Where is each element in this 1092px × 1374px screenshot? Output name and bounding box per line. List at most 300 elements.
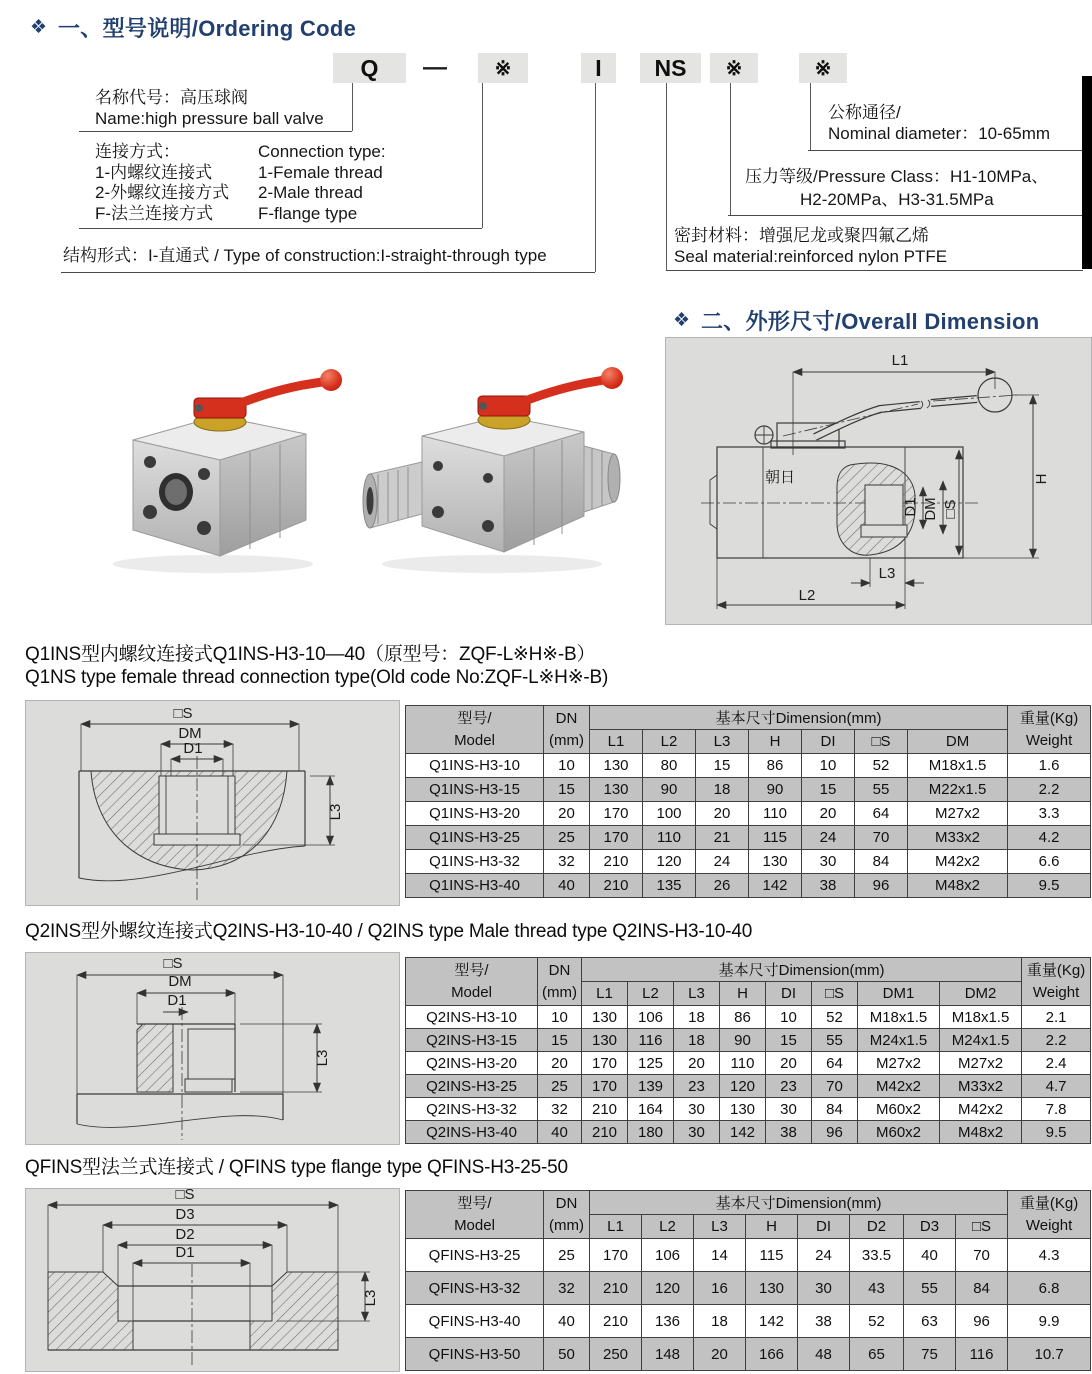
connection-type-cn bbox=[95, 142, 229, 224]
spec-cell: 210 bbox=[590, 850, 643, 874]
dim-label-l3: L3 bbox=[327, 803, 344, 821]
underline-construction bbox=[61, 272, 595, 273]
dim-column-header: L1 bbox=[582, 982, 628, 1006]
dim-column-header: L3 bbox=[694, 1215, 746, 1239]
spec-cell: 18 bbox=[694, 1305, 746, 1338]
spec-cell: Q1INS-H3-32 bbox=[406, 850, 544, 874]
spec-cell: 10 bbox=[802, 754, 855, 778]
spec-cell: 18 bbox=[674, 1006, 720, 1029]
spec-cell: Q1INS-H3-20 bbox=[406, 802, 544, 826]
construction-type-label: 结构形式：I-直通式 / Type of construction:I-straight-through type bbox=[63, 246, 547, 265]
spec-cell: M22x1.5 bbox=[908, 778, 1008, 802]
dim-column-header: H bbox=[746, 1215, 798, 1239]
spec-cell: 70 bbox=[855, 826, 908, 850]
underline-nominal bbox=[808, 150, 1083, 151]
code-box-i: I bbox=[581, 53, 616, 83]
spec-cell: 130 bbox=[582, 1029, 628, 1052]
spec-cell: 24 bbox=[802, 826, 855, 850]
dim-label-d2: D2 bbox=[175, 1226, 195, 1243]
dim-label-l3: L3 bbox=[878, 565, 896, 582]
spec-cell: M24x1.5 bbox=[858, 1029, 940, 1052]
spec-cell: 38 bbox=[802, 874, 855, 898]
table-row bbox=[406, 802, 1091, 826]
spec-cell: 110 bbox=[720, 1052, 766, 1075]
spec-cell: 30 bbox=[798, 1272, 850, 1305]
spec-cell: 142 bbox=[746, 1305, 798, 1338]
dim-column-header: H bbox=[749, 730, 802, 754]
q1ins-heading-cn: Q1INS型内螺纹连接式Q1INS-H3-10—40（原型号：ZQF-L※H※-B） bbox=[25, 644, 596, 665]
model-column-header: 型号/ Model bbox=[406, 1191, 544, 1239]
spec-cell: 210 bbox=[590, 874, 643, 898]
table-row bbox=[406, 1029, 1091, 1052]
dim-column-header: L2 bbox=[628, 982, 674, 1006]
page-edge-bar bbox=[1082, 76, 1092, 269]
spec-cell: 10 bbox=[766, 1006, 812, 1029]
dim-column-header: □S bbox=[812, 982, 858, 1006]
dim-column-header: DI bbox=[766, 982, 812, 1006]
spec-cell: 30 bbox=[766, 1098, 812, 1121]
spec-cell: 7.8 bbox=[1022, 1098, 1091, 1121]
dim-column-header: DM2 bbox=[940, 982, 1022, 1006]
spec-cell: 52 bbox=[850, 1305, 904, 1338]
spec-cell: 33.5 bbox=[850, 1239, 904, 1272]
underline-seal bbox=[666, 270, 1083, 271]
connection-cn-line: 连接方式： bbox=[95, 142, 180, 161]
spec-cell: 65 bbox=[850, 1338, 904, 1371]
spec-cell: 2.1 bbox=[1022, 1006, 1091, 1029]
spec-cell: 9.9 bbox=[1008, 1305, 1091, 1338]
spec-cell: 20 bbox=[674, 1052, 720, 1075]
spec-cell: 30 bbox=[802, 850, 855, 874]
spec-cell: 15 bbox=[766, 1029, 812, 1052]
dim-label-s: □S bbox=[175, 1188, 195, 1203]
product-photo-male-thread-valve bbox=[352, 366, 624, 580]
dn-column-header: DN (mm) bbox=[544, 706, 590, 754]
spec-cell: 96 bbox=[812, 1121, 858, 1144]
spec-cell: 75 bbox=[904, 1338, 956, 1371]
spec-cell: 55 bbox=[904, 1272, 956, 1305]
dim-column-header: DM1 bbox=[858, 982, 940, 1006]
dim-column-header: DI bbox=[798, 1215, 850, 1239]
spec-cell: M42x2 bbox=[908, 850, 1008, 874]
spec-cell: 120 bbox=[720, 1075, 766, 1098]
weight-column-header: 重量(Kg) Weight bbox=[1008, 1191, 1091, 1239]
spec-cell: M27x2 bbox=[908, 802, 1008, 826]
spec-cell: 4.3 bbox=[1008, 1239, 1091, 1272]
weight-column-header: 重量(Kg) Weight bbox=[1022, 958, 1091, 1006]
spec-cell: 25 bbox=[544, 826, 590, 850]
spec-cell: 106 bbox=[642, 1239, 694, 1272]
spec-cell: 115 bbox=[746, 1239, 798, 1272]
spec-cell: 90 bbox=[720, 1029, 766, 1052]
nominal-cn: 公称通径/ bbox=[828, 103, 901, 122]
model-column-header: 型号/ Model bbox=[406, 958, 538, 1006]
q1ins-spec-table bbox=[405, 705, 1091, 898]
dimension-group-header: 基本尺寸Dimension(mm) bbox=[590, 1191, 1008, 1215]
nominal-diameter-label bbox=[828, 103, 1050, 144]
spec-cell: 15 bbox=[544, 778, 590, 802]
spec-cell: 170 bbox=[590, 802, 643, 826]
spec-cell: 1.6 bbox=[1008, 754, 1091, 778]
spec-cell: M60x2 bbox=[858, 1098, 940, 1121]
spec-cell: 16 bbox=[694, 1272, 746, 1305]
spec-cell: M18x1.5 bbox=[940, 1006, 1022, 1029]
spec-cell: Q1INS-H3-15 bbox=[406, 778, 544, 802]
table-row bbox=[406, 1052, 1091, 1075]
spec-cell: 86 bbox=[749, 754, 802, 778]
spec-cell: 30 bbox=[674, 1121, 720, 1144]
spec-cell: 90 bbox=[749, 778, 802, 802]
spec-cell: 24 bbox=[696, 850, 749, 874]
dim-label-l1: L1 bbox=[891, 352, 909, 369]
spec-cell: M48x2 bbox=[908, 874, 1008, 898]
spec-cell: 15 bbox=[696, 754, 749, 778]
pressure-class-line2: H2-20MPa、H3-31.5MPa bbox=[800, 190, 994, 209]
spec-cell: M18x1.5 bbox=[908, 754, 1008, 778]
spec-cell: 110 bbox=[643, 826, 696, 850]
spec-cell: 38 bbox=[766, 1121, 812, 1144]
spec-cell: 14 bbox=[694, 1239, 746, 1272]
underline-name bbox=[79, 131, 352, 132]
pressure-class-line1: 压力等级/Pressure Class：H1-10MPa、 bbox=[745, 167, 1049, 186]
spec-cell: 15 bbox=[538, 1029, 582, 1052]
spec-cell: 26 bbox=[696, 874, 749, 898]
spec-cell: 32 bbox=[544, 1272, 590, 1305]
spec-cell: M60x2 bbox=[858, 1121, 940, 1144]
overall-dimension-title: 二、外形尺寸/Overall Dimension bbox=[701, 309, 1040, 334]
leader-line-i bbox=[595, 83, 596, 272]
code-box-star2: ※ bbox=[710, 53, 758, 83]
spec-cell: M18x1.5 bbox=[858, 1006, 940, 1029]
dimension-group-header: 基本尺寸Dimension(mm) bbox=[590, 706, 1008, 730]
spec-cell: 148 bbox=[642, 1338, 694, 1371]
spec-cell: 52 bbox=[812, 1006, 858, 1029]
dim-column-header: DM bbox=[908, 730, 1008, 754]
name-code-label bbox=[95, 88, 324, 129]
connection-cn-line: 2-外螺纹连接方式 bbox=[95, 183, 230, 202]
spec-cell: 20 bbox=[696, 802, 749, 826]
spec-cell: 6.8 bbox=[1008, 1272, 1091, 1305]
dim-column-header: L2 bbox=[642, 1215, 694, 1239]
table-row bbox=[406, 754, 1091, 778]
spec-cell: 96 bbox=[855, 874, 908, 898]
leader-line-star1 bbox=[482, 83, 483, 228]
dim-column-header: L3 bbox=[696, 730, 749, 754]
spec-cell: 20 bbox=[694, 1338, 746, 1371]
dim-label-l2: L2 bbox=[798, 587, 816, 604]
spec-cell: 130 bbox=[590, 754, 643, 778]
spec-cell: 130 bbox=[749, 850, 802, 874]
spec-cell: 115 bbox=[749, 826, 802, 850]
spec-cell: 9.5 bbox=[1022, 1121, 1091, 1144]
q1ins-heading-en: Q1NS type female thread connection type(Old code No:ZQF-L※H※-B) bbox=[25, 667, 609, 688]
spec-cell: M33x2 bbox=[940, 1075, 1022, 1098]
spec-cell: 130 bbox=[590, 778, 643, 802]
spec-cell: 210 bbox=[590, 1305, 642, 1338]
spec-cell: 40 bbox=[538, 1121, 582, 1144]
spec-cell: Q1INS-H3-25 bbox=[406, 826, 544, 850]
spec-cell: 250 bbox=[590, 1338, 642, 1371]
dim-label-dm: DM bbox=[178, 725, 202, 742]
table-row bbox=[406, 1121, 1091, 1144]
dim-label-d1: D1 bbox=[183, 740, 203, 757]
spec-cell: Q1INS-H3-40 bbox=[406, 874, 544, 898]
spec-cell: 120 bbox=[643, 850, 696, 874]
underline-pressure bbox=[728, 215, 1083, 216]
spec-cell: 170 bbox=[590, 1239, 642, 1272]
spec-cell: 130 bbox=[720, 1098, 766, 1121]
spec-cell: 20 bbox=[544, 802, 590, 826]
spec-cell: QFINS-H3-40 bbox=[406, 1305, 544, 1338]
spec-cell: 3.3 bbox=[1008, 802, 1091, 826]
dimension-group-header: 基本尺寸Dimension(mm) bbox=[582, 958, 1022, 982]
connection-en-line: 2-Male thread bbox=[258, 183, 363, 202]
code-box-star3: ※ bbox=[799, 53, 847, 83]
spec-cell: M27x2 bbox=[940, 1052, 1022, 1075]
spec-cell: 116 bbox=[628, 1029, 674, 1052]
dim-label-d1: D1 bbox=[175, 1244, 195, 1261]
qfins-heading: QFINS型法兰式连接式 / QFINS type flange type QFINS-H3-25-50 bbox=[25, 1157, 568, 1178]
spec-cell: 84 bbox=[855, 850, 908, 874]
spec-cell: 4.7 bbox=[1022, 1075, 1091, 1098]
spec-cell: 64 bbox=[855, 802, 908, 826]
connection-cn-line: F-法兰连接方式 bbox=[95, 203, 214, 223]
spec-cell: 20 bbox=[802, 802, 855, 826]
dim-column-header: □S bbox=[956, 1215, 1008, 1239]
table-row bbox=[406, 1098, 1091, 1121]
code-box-star1: ※ bbox=[478, 53, 528, 83]
spec-cell: Q2INS-H3-10 bbox=[406, 1006, 538, 1029]
dim-label-l3: L3 bbox=[362, 1289, 379, 1307]
spec-cell: 50 bbox=[544, 1338, 590, 1371]
spec-cell: 23 bbox=[674, 1075, 720, 1098]
spec-cell: 110 bbox=[749, 802, 802, 826]
spec-cell: M48x2 bbox=[940, 1121, 1022, 1144]
name-code-en: Name:high pressure ball valve bbox=[95, 108, 324, 128]
seal-material-label bbox=[674, 226, 947, 267]
table-row bbox=[406, 850, 1091, 874]
dim-label-dm: DM bbox=[168, 973, 192, 990]
table-row bbox=[406, 1239, 1091, 1272]
spec-cell: 6.6 bbox=[1008, 850, 1091, 874]
spec-cell: 9.5 bbox=[1008, 874, 1091, 898]
dim-label-d1: D1 bbox=[902, 497, 919, 517]
dn-column-header: DN (mm) bbox=[538, 958, 582, 1006]
spec-cell: 23 bbox=[766, 1075, 812, 1098]
spec-cell: 100 bbox=[643, 802, 696, 826]
spec-cell: 80 bbox=[643, 754, 696, 778]
spec-cell: 21 bbox=[696, 826, 749, 850]
spec-cell: 170 bbox=[582, 1075, 628, 1098]
spec-cell: 18 bbox=[674, 1029, 720, 1052]
dim-column-header: L1 bbox=[590, 730, 643, 754]
dim-column-header: L2 bbox=[643, 730, 696, 754]
spec-cell: 25 bbox=[538, 1075, 582, 1098]
q2ins-section-heading bbox=[25, 920, 752, 943]
spec-cell: 52 bbox=[855, 754, 908, 778]
spec-cell: 63 bbox=[904, 1305, 956, 1338]
spec-cell: 64 bbox=[812, 1052, 858, 1075]
spec-cell: 18 bbox=[696, 778, 749, 802]
spec-cell: 142 bbox=[749, 874, 802, 898]
spec-cell: 84 bbox=[956, 1272, 1008, 1305]
spec-cell: 70 bbox=[812, 1075, 858, 1098]
spec-cell: 32 bbox=[544, 850, 590, 874]
table-row bbox=[406, 826, 1091, 850]
q2ins-spec-table bbox=[405, 957, 1091, 1144]
table-row bbox=[406, 1305, 1091, 1338]
q1ins-section-heading bbox=[25, 643, 608, 689]
dim-label-h: H bbox=[1033, 473, 1050, 485]
spec-cell: 84 bbox=[812, 1098, 858, 1121]
spec-cell: 166 bbox=[746, 1338, 798, 1371]
code-box-ns: NS bbox=[640, 53, 701, 83]
spec-cell: M27x2 bbox=[858, 1052, 940, 1075]
code-dash: — bbox=[423, 54, 447, 81]
dim-column-header: D3 bbox=[904, 1215, 956, 1239]
spec-cell: Q1INS-H3-10 bbox=[406, 754, 544, 778]
connection-en-line: 1-Female thread bbox=[258, 162, 383, 182]
spec-cell: 4.2 bbox=[1008, 826, 1091, 850]
spec-cell: 136 bbox=[642, 1305, 694, 1338]
spec-cell: 48 bbox=[798, 1338, 850, 1371]
qfins-section-diagram bbox=[25, 1188, 400, 1372]
connection-type-en bbox=[258, 142, 386, 224]
dim-label-d1: D1 bbox=[167, 992, 187, 1009]
leader-line-star2 bbox=[730, 83, 731, 215]
product-photo-female-thread-valve bbox=[78, 368, 343, 580]
spec-cell: 10 bbox=[538, 1006, 582, 1029]
q1ins-section-diagram bbox=[25, 700, 400, 906]
spec-cell: 86 bbox=[720, 1006, 766, 1029]
spec-cell: 2.4 bbox=[1022, 1052, 1091, 1075]
dim-label-dm: DM bbox=[922, 497, 939, 521]
spec-cell: QFINS-H3-25 bbox=[406, 1239, 544, 1272]
leader-line-star3 bbox=[810, 83, 811, 150]
name-code-cn: 名称代号：高压球阀 bbox=[95, 88, 248, 107]
spec-cell: 15 bbox=[802, 778, 855, 802]
spec-cell: QFINS-H3-32 bbox=[406, 1272, 544, 1305]
table-row bbox=[406, 874, 1091, 898]
seal-en: Seal material:reinforced nylon PTFE bbox=[674, 246, 948, 266]
spec-cell: 55 bbox=[812, 1029, 858, 1052]
brand-label: 朝日 bbox=[765, 469, 796, 486]
spec-cell: M42x2 bbox=[940, 1098, 1022, 1121]
spec-cell: M24x1.5 bbox=[940, 1029, 1022, 1052]
spec-cell: 32 bbox=[538, 1098, 582, 1121]
dim-column-header: DI bbox=[802, 730, 855, 754]
spec-cell: 130 bbox=[582, 1006, 628, 1029]
table-row bbox=[406, 1338, 1091, 1371]
spec-cell: 20 bbox=[766, 1052, 812, 1075]
spec-cell: 30 bbox=[674, 1098, 720, 1121]
dim-column-header: D2 bbox=[850, 1215, 904, 1239]
section-marker-icon: ❖ bbox=[673, 310, 691, 331]
dim-column-header: L3 bbox=[674, 982, 720, 1006]
spec-cell: 170 bbox=[582, 1052, 628, 1075]
spec-cell: 10 bbox=[544, 754, 590, 778]
leader-line-q bbox=[352, 83, 353, 131]
dim-label-d3: D3 bbox=[175, 1206, 195, 1223]
spec-cell: 120 bbox=[642, 1272, 694, 1305]
dim-label-s: □S bbox=[942, 499, 959, 519]
spec-cell: 38 bbox=[798, 1305, 850, 1338]
spec-cell: M42x2 bbox=[858, 1075, 940, 1098]
spec-cell: 210 bbox=[582, 1098, 628, 1121]
spec-cell: Q2INS-H3-15 bbox=[406, 1029, 538, 1052]
code-box-q: Q bbox=[333, 53, 406, 83]
spec-cell: 106 bbox=[628, 1006, 674, 1029]
table-row bbox=[406, 1006, 1091, 1029]
spec-cell: QFINS-H3-50 bbox=[406, 1338, 544, 1371]
seal-cn: 密封材料：增强尼龙或聚四氟乙烯 bbox=[674, 226, 929, 245]
dim-label-l3: L3 bbox=[314, 1049, 331, 1067]
overall-dimension-drawing bbox=[665, 337, 1092, 625]
spec-cell: 164 bbox=[628, 1098, 674, 1121]
spec-cell: Q2INS-H3-32 bbox=[406, 1098, 538, 1121]
leader-line-ns bbox=[666, 83, 667, 270]
qfins-spec-table bbox=[405, 1190, 1091, 1371]
connection-cn-line: 1-内螺纹连接式 bbox=[95, 162, 213, 182]
spec-cell: 2.2 bbox=[1022, 1029, 1091, 1052]
spec-cell: 40 bbox=[544, 1305, 590, 1338]
weight-column-header: 重量(Kg) Weight bbox=[1008, 706, 1091, 754]
spec-cell: 55 bbox=[855, 778, 908, 802]
table-row bbox=[406, 778, 1091, 802]
spec-cell: 70 bbox=[956, 1239, 1008, 1272]
table-row bbox=[406, 1272, 1091, 1305]
connection-en-line: F-flange type bbox=[258, 203, 358, 223]
connection-en-line: Connection type: bbox=[258, 142, 386, 161]
model-column-header: 型号/ Model bbox=[406, 706, 544, 754]
spec-cell: 135 bbox=[643, 874, 696, 898]
dim-label-s: □S bbox=[163, 955, 183, 972]
table-row bbox=[406, 1075, 1091, 1098]
spec-cell: 20 bbox=[538, 1052, 582, 1075]
spec-cell: Q2INS-H3-40 bbox=[406, 1121, 538, 1144]
spec-cell: 96 bbox=[956, 1305, 1008, 1338]
dim-column-header: L1 bbox=[590, 1215, 642, 1239]
spec-cell: 2.2 bbox=[1008, 778, 1091, 802]
spec-cell: 25 bbox=[544, 1239, 590, 1272]
spec-cell: 180 bbox=[628, 1121, 674, 1144]
nominal-en: Nominal diameter：10-65mm bbox=[828, 123, 1051, 143]
spec-cell: 210 bbox=[582, 1121, 628, 1144]
spec-cell: 125 bbox=[628, 1052, 674, 1075]
underline-connection bbox=[79, 228, 482, 229]
spec-cell: 142 bbox=[720, 1121, 766, 1144]
spec-cell: Q2INS-H3-20 bbox=[406, 1052, 538, 1075]
dim-column-header: □S bbox=[855, 730, 908, 754]
section-marker-icon: ❖ bbox=[30, 17, 48, 38]
spec-cell: 40 bbox=[904, 1239, 956, 1272]
spec-cell: 24 bbox=[798, 1239, 850, 1272]
spec-cell: 10.7 bbox=[1008, 1338, 1091, 1371]
spec-cell: 130 bbox=[746, 1272, 798, 1305]
dn-column-header: DN (mm) bbox=[544, 1191, 590, 1239]
dim-label-s: □S bbox=[173, 705, 193, 722]
q2ins-section-diagram bbox=[25, 952, 400, 1145]
spec-cell: 210 bbox=[590, 1272, 642, 1305]
spec-cell: 116 bbox=[956, 1338, 1008, 1371]
spec-cell: 170 bbox=[590, 826, 643, 850]
qfins-section-heading bbox=[25, 1156, 568, 1179]
spec-cell: 43 bbox=[850, 1272, 904, 1305]
dim-column-header: H bbox=[720, 982, 766, 1006]
spec-cell: Q2INS-H3-25 bbox=[406, 1075, 538, 1098]
ordering-code-title: 一、型号说明/Ordering Code bbox=[58, 16, 357, 41]
spec-cell: M33x2 bbox=[908, 826, 1008, 850]
